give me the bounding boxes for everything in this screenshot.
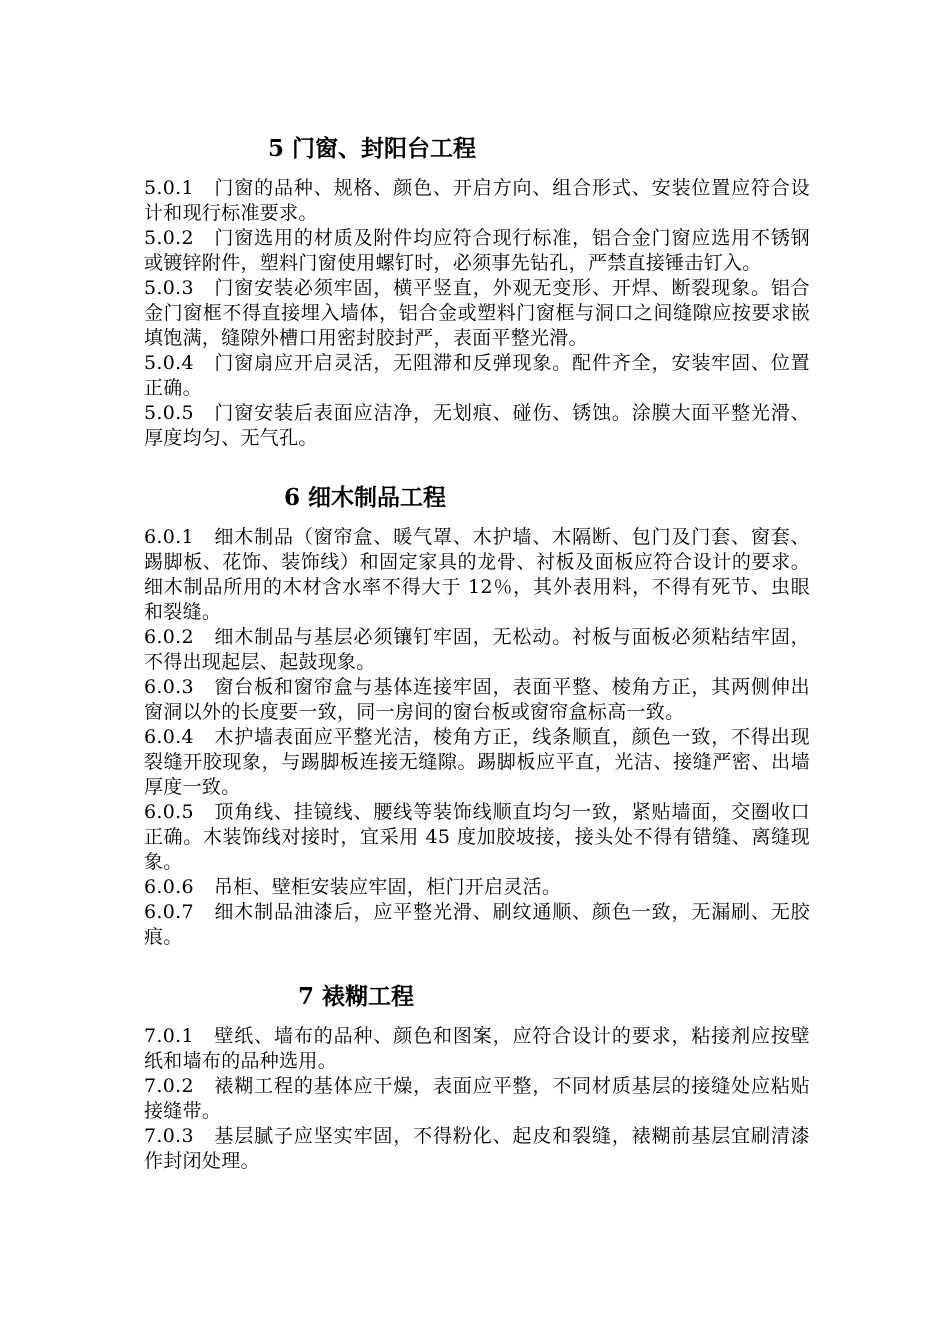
clause-6-0-2 — [144, 625, 810, 675]
clause-6-0-4 — [144, 725, 810, 800]
clause-text: 窗台板和窗帘盒与基体连接牢固，表面平整、棱角方正，其两侧伸出窗洞以外的长度要一致，同一房间的窗台板或窗帘盒标高一致。 — [144, 676, 810, 723]
clause-text: 顶角线、挂镜线、腰线等装饰线顺直均匀一致，紧贴墙面，交圈收口正确。木装饰线对接时，宜采用 45 度加胶坡接，接头处不得有错缝、离缝现象。 — [144, 801, 810, 873]
clause-text: 门窗安装必须牢固，横平竖直，外观无变形、开焊、断裂现象。铝合金门窗框不得直接埋入墙体，铝合金或塑料门窗框与洞口之间缝隙应按要求嵌填饱满，缝隙外槽口用密封胶封严，表面平整光滑。 — [144, 277, 810, 349]
clause-text: 细木制品与基层必须镶钉牢固，无松动。衬板与面板必须粘结牢固，不得出现起层、起鼓现象。 — [144, 626, 810, 673]
clause-number: 7.0.3 — [144, 1125, 194, 1147]
clause-number: 5.0.2 — [144, 227, 194, 249]
clause-text: 细木制品油漆后，应平整光滑、刷纹通顺、颜色一致，无漏刷、无胶痕。 — [144, 901, 810, 948]
clause-6-0-5 — [144, 800, 810, 875]
clause-text: 裱糊工程的基体应干燥，表面应平整，不同材质基层的接缝处应粘贴接缝带。 — [144, 1075, 810, 1122]
clause-5-0-5 — [144, 401, 810, 451]
clause-7-0-1 — [144, 1024, 810, 1074]
clause-5-0-1 — [144, 176, 810, 226]
clause-number: 6.0.7 — [144, 901, 194, 923]
clause-number: 5.0.4 — [144, 352, 194, 374]
clause-number: 7.0.2 — [144, 1075, 194, 1097]
document-page — [144, 128, 810, 1174]
clause-number: 5.0.5 — [144, 402, 194, 424]
clause-number: 6.0.5 — [144, 801, 194, 823]
clause-6-0-1 — [144, 525, 810, 625]
clause-text: 壁纸、墙布的品种、颜色和图案，应符合设计的要求，粘接剂应按壁纸和墙布的品种选用。 — [144, 1025, 810, 1072]
clause-6-0-7 — [144, 900, 810, 950]
clause-number: 6.0.6 — [144, 876, 194, 898]
clause-text: 门窗扇应开启灵活，无阻滞和反弹现象。配件齐全，安装牢固、位置正确。 — [144, 352, 810, 399]
clause-number: 5.0.1 — [144, 177, 194, 199]
clause-7-0-3 — [144, 1124, 810, 1174]
clause-text: 门窗的品种、规格、颜色、开启方向、组合形式、安装位置应符合设计和现行标准要求。 — [144, 177, 810, 224]
clause-5-0-3 — [144, 276, 810, 351]
clause-text: 基层腻子应坚实牢固，不得粉化、起皮和裂缝，裱糊前基层宜刷清漆作封闭处理。 — [144, 1125, 810, 1172]
clause-6-0-6 — [144, 875, 810, 900]
clause-6-0-3 — [144, 675, 810, 725]
section-title-5: 5 门窗、封阳台工程 — [268, 135, 477, 162]
clause-number: 6.0.3 — [144, 676, 194, 698]
clause-text: 木护墙表面应平整光洁，棱角方正，线条顺直，颜色一致，不得出现裂缝开胶现象，与踢脚板连接无缝隙。踢脚板应平直，光洁、接缝严密、出墙厚度一致。 — [144, 726, 810, 798]
clause-text: 细木制品（窗帘盒、暖气罩、木护墙、木隔断、包门及门套、窗套、踢脚板、花饰、装饰线）和固定家具的龙骨、衬板及面板应符合设计的要求。细木制品所用的木材含水率不得大于 12％，其外表用料，不得有死节、虫眼和裂缝。 — [144, 526, 810, 623]
clause-number: 6.0.4 — [144, 726, 194, 748]
section-title-6: 6 细木制品工程 — [284, 484, 447, 511]
section-title-7: 7 裱糊工程 — [298, 983, 415, 1010]
clause-5-0-4 — [144, 351, 810, 401]
clause-number: 6.0.2 — [144, 626, 194, 648]
clause-number: 6.0.1 — [144, 526, 194, 548]
clause-text: 门窗选用的材质及附件均应符合现行标准，铝合金门窗应选用不锈钢或镀锌附件，塑料门窗使用螺钉时，必须事先钻孔，严禁直接锤击钉入。 — [144, 227, 810, 274]
clause-text: 门窗安装后表面应洁净，无划痕、碰伤、锈蚀。涂膜大面平整光滑、厚度均匀、无气孔。 — [144, 402, 810, 449]
clause-text: 吊柜、壁柜安装应牢固，柜门开启灵活。 — [213, 876, 562, 898]
clause-number: 5.0.3 — [144, 277, 194, 299]
clause-number: 7.0.1 — [144, 1025, 194, 1047]
clause-7-0-2 — [144, 1074, 810, 1124]
clause-5-0-2 — [144, 226, 810, 276]
